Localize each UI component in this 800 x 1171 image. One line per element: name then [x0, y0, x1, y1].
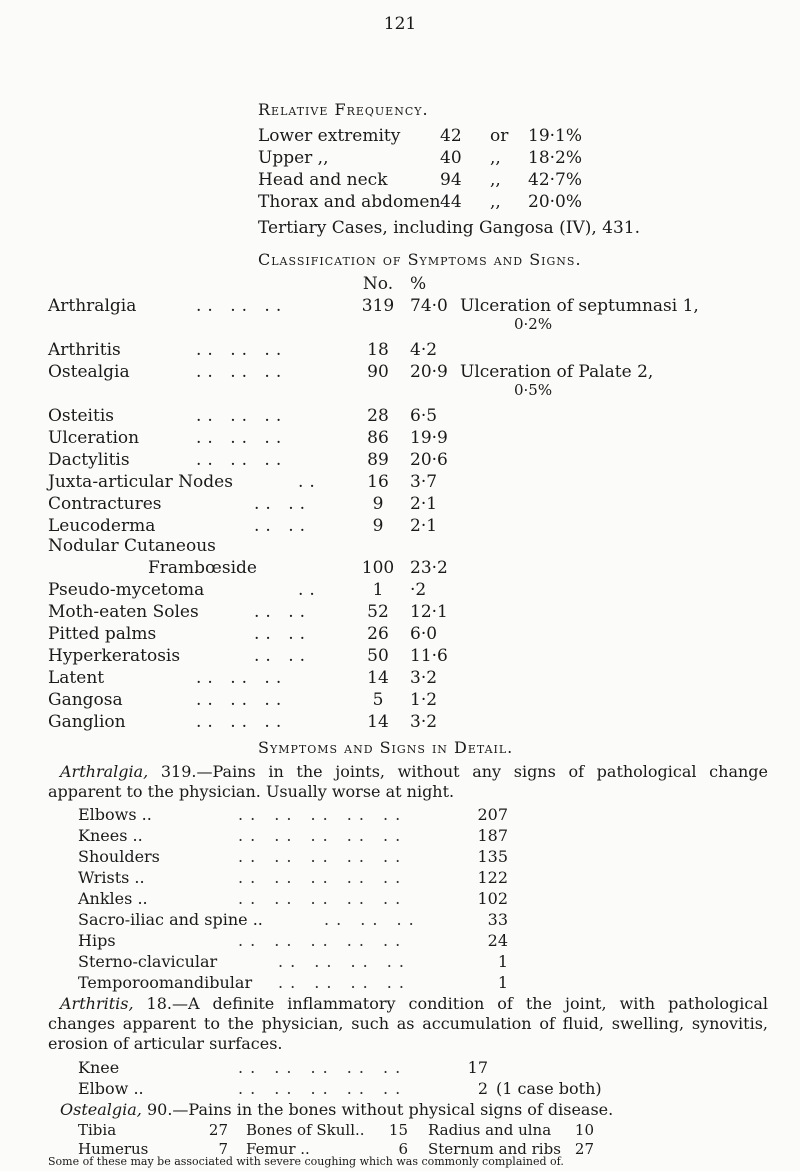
classification-row: Ostealgia .. .. .. 90 20·9 Ulceration of Palate 2,: [48, 362, 654, 382]
septum-note: Ulceration of septumnasi 1,: [460, 296, 699, 316]
detail-heading: Symptoms and Signs in Detail.: [258, 738, 514, 757]
classification-row: Juxta-articular Nodes .. 16 3·7: [48, 472, 438, 492]
ostealgia-items-a: Tibia 27 Bones of Skull.. 15 Radius and ulna 10: [78, 1121, 594, 1139]
classification-row: Ulceration .. .. .. 86 19·9: [48, 428, 448, 448]
classification-row: Arthralgia .. .. .. 319 74·0 Ulceration of septumnasi 1,: [48, 296, 699, 316]
arthralgia-item: Knees .. .. .. .. .. .. 187: [78, 826, 508, 845]
arthralgia-item: Ankles .. .. .. .. .. .. 102: [78, 889, 508, 908]
classification-row: Hyperkeratosis .. .. 50 11·6: [48, 646, 448, 666]
classification-row: Leucoderma .. .. 9 2·1: [48, 516, 438, 536]
classification-row: Pseudo-mycetoma .. 1 ·2: [48, 580, 427, 600]
arthralgia-item: Temporoomandibular .. .. .. .. 1: [78, 973, 508, 992]
classification-header: No. %: [362, 274, 427, 294]
ostealgia-items-b: Humerus 7 Femur .. 6 Sternum and ribs 27: [78, 1140, 594, 1158]
arthritis-paragraph: Arthritis, 18.—A definite inflammatory condition of the joint, with pathological changes apparent to the physician, such as accumulation of fluid, swelling, synovitis, erosion of articular surfaces.: [48, 994, 768, 1053]
palate-note: Ulceration of Palate 2,: [460, 362, 654, 382]
classification-row: Latent .. .. .. 14 3·2: [48, 668, 438, 688]
relative-frequency-row: Head and neck 94 ,, 42·7%: [258, 170, 583, 190]
page-number: 121: [383, 14, 417, 34]
relative-frequency-row: Lower extremity 42 or 19·1%: [258, 126, 583, 146]
classification-row: Pitted palms .. .. 26 6·0: [48, 624, 438, 644]
classification-row: Contractures .. .. 9 2·1: [48, 494, 438, 514]
relative-frequency-row: Thorax and abdomen 44 ,, 20·0%: [258, 192, 583, 212]
arthralgia-item: Wrists .. .. .. .. .. .. 122: [78, 868, 508, 887]
classification-row: Osteitis .. .. .. 28 6·5: [48, 406, 438, 426]
arthralgia-item: Shoulders .. .. .. .. .. 135: [78, 847, 508, 866]
classification-row: Frambœside 100 23·2: [148, 558, 448, 578]
tertiary-cases-line: Tertiary Cases, including Gangosa (IV), 431.: [258, 218, 641, 238]
arthralgia-item: Hips .. .. .. .. .. 24: [78, 931, 508, 950]
relative-frequency-heading: Relative Frequency.: [258, 100, 429, 119]
classification-row: Moth-eaten Soles .. .. 52 12·1: [48, 602, 448, 622]
ostealgia-paragraph: Ostealgia, 90.—Pains in the bones without physical signs of disease.: [60, 1100, 614, 1119]
arthralgia-paragraph: Arthralgia, 319.—Pains in the joints, without any signs of pathological change apparent to the physician. Usually worse at night.: [48, 762, 768, 801]
arthritis-item: Elbow .. .. .. .. .. .. 2 (1 case both): [78, 1079, 602, 1098]
arthralgia-item: Elbows .. .. .. .. .. .. 207: [78, 805, 508, 824]
arthralgia-item: Sacro-iliac and spine .. .. .. .. 33: [78, 910, 508, 929]
classification-row: Dactylitis .. .. .. 89 20·6: [48, 450, 448, 470]
arthralgia-item: Sterno-clavicular .. .. .. .. 1: [78, 952, 508, 971]
classification-row: Gangosa .. .. .. 5 1·2: [48, 690, 438, 710]
palate-note-pct: 0·5%: [514, 381, 553, 399]
relative-frequency-row: Upper ,, 40 ,, 18·2%: [258, 148, 583, 168]
closing-paragraph: Some of these may be associated with severe coughing which was commonly complained of.: [48, 1155, 564, 1168]
classification-heading: Classification of Symptoms and Signs.: [258, 250, 582, 269]
classification-row: Arthritis .. .. .. 18 4·2: [48, 340, 438, 360]
classification-row: Nodular Cutaneous: [48, 536, 216, 556]
septum-note-pct: 0·2%: [514, 315, 553, 333]
classification-row: Ganglion .. .. .. 14 3·2: [48, 712, 438, 732]
arthritis-item: Knee .. .. .. .. .. 17: [78, 1058, 488, 1077]
